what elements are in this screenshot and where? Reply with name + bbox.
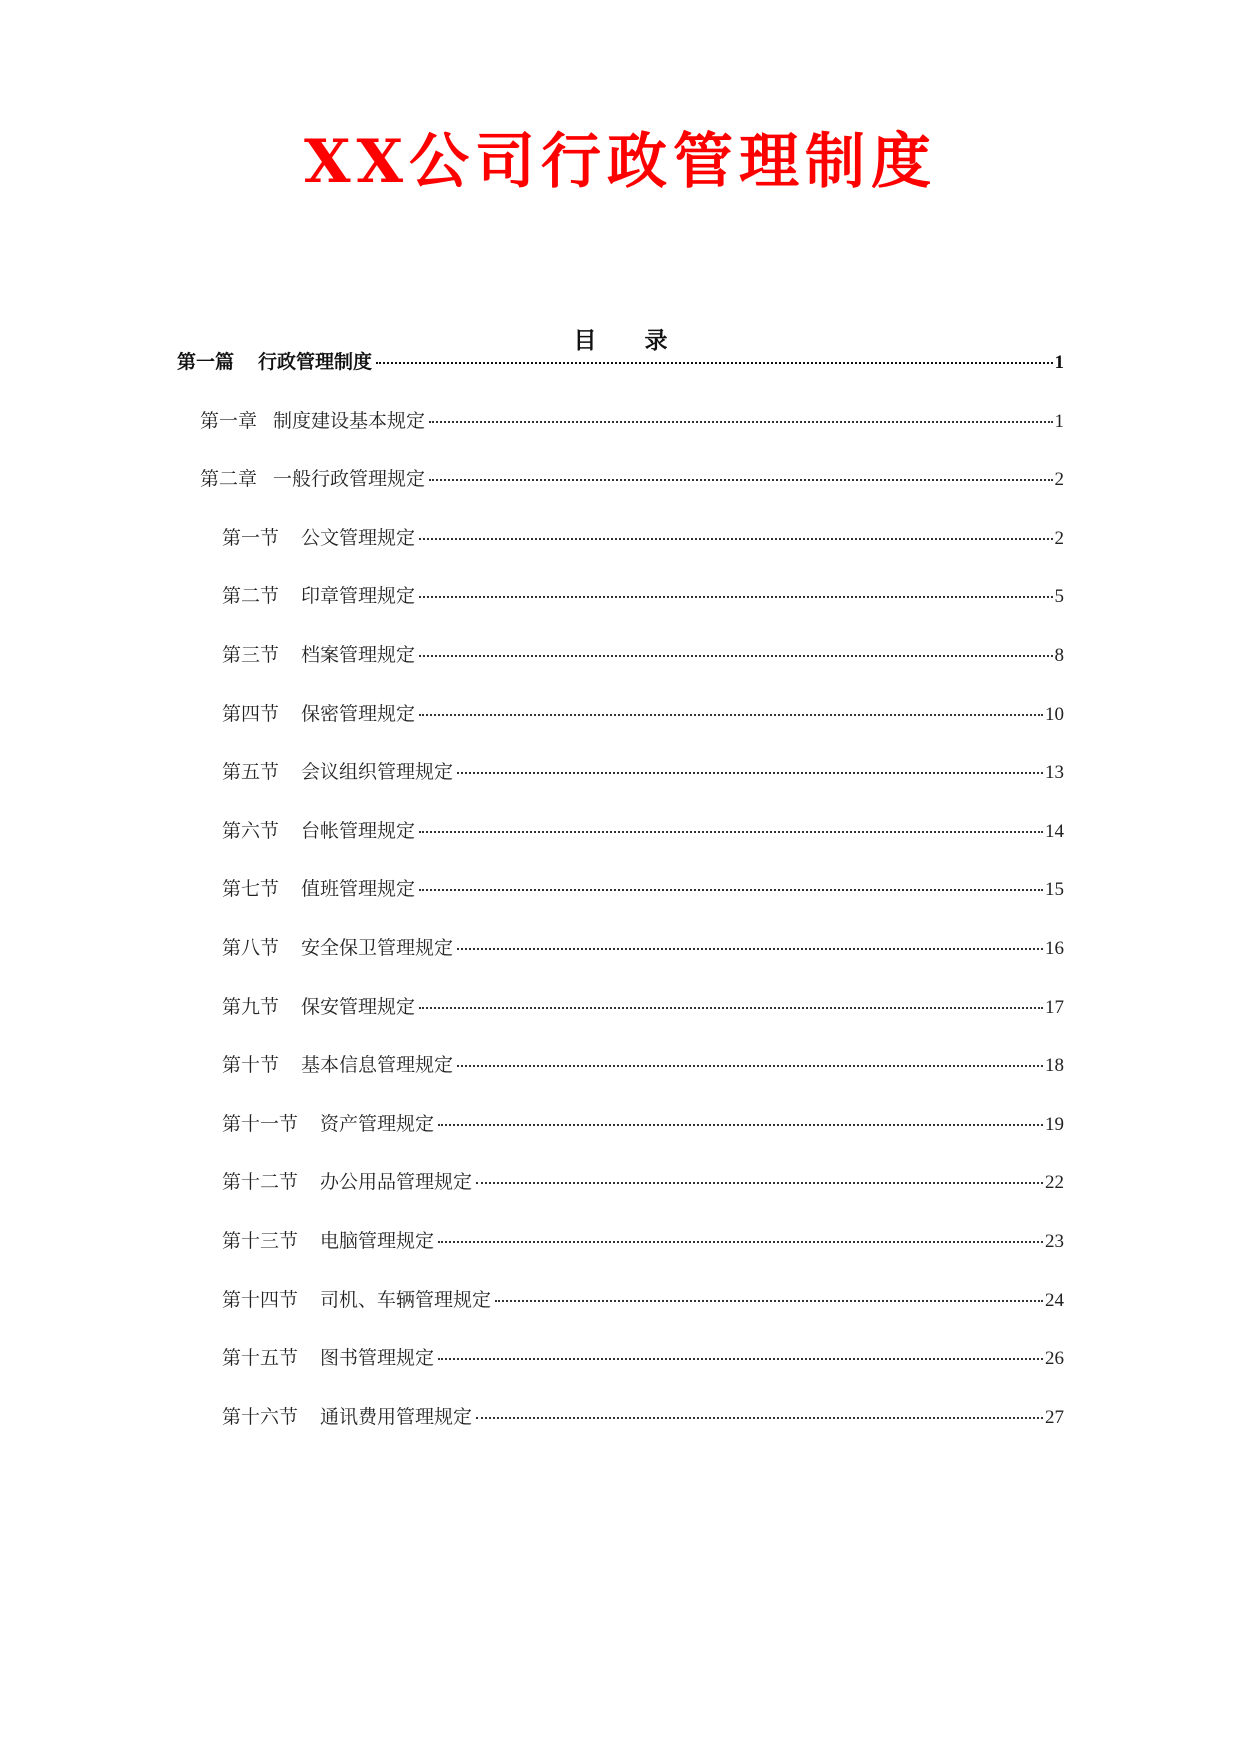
toc-entry[interactable] [177,349,1064,376]
toc-entry-label [177,349,372,375]
toc-entry-number: 第三节 [222,644,280,666]
toc-entry-title: 会议组织管理规定 [301,761,454,784]
toc-entry-title: 电脑管理规定 [320,1230,435,1252]
toc-entry-page-number: 13 [1045,762,1064,784]
toc-entry[interactable] [222,1052,1064,1079]
toc-entry-page-number: 27 [1045,1406,1064,1428]
toc-entry-number: 第一节 [222,526,280,549]
toc-entry-page-number: 26 [1045,1348,1064,1370]
toc-leader-dots [419,655,1052,657]
toc-entry-title: 基本信息管理规定 [301,1054,454,1077]
toc-entry-page-number: 5 [1054,586,1064,608]
toc-entry-number: 第二章 [200,468,258,491]
toc-entry[interactable] [222,818,1064,845]
toc-entry-label [222,876,415,902]
toc-leader-dots [457,772,1043,774]
toc-leader-dots [419,831,1043,833]
toc-entry-page-number: 16 [1045,938,1064,959]
toc-entry-page-number: 17 [1045,996,1064,1018]
toc-entry-number: 第二节 [222,585,280,608]
toc-heading-char-1: 目 [573,328,597,354]
toc-entry-label [222,1404,472,1430]
toc-entry-page-number: 1 [1054,352,1064,373]
toc-entry[interactable] [222,994,1064,1021]
toc-entry-title: 资产管理规定 [320,1112,435,1135]
toc-leader-dots [429,479,1052,481]
toc-entry-label [222,1345,434,1371]
toc-entry-title: 司机、车辆管理规定 [320,1288,492,1311]
toc-entry-number: 第十六节 [222,1405,299,1428]
toc-entry-label [222,1111,434,1137]
toc-entry-page-number: 22 [1045,1172,1064,1194]
toc-entry[interactable] [200,408,1064,435]
toc-entry-number: 第八节 [222,937,280,959]
toc-entry-number: 第四节 [222,702,280,725]
toc-leader-dots [419,538,1052,540]
toc-entry-number: 第七节 [222,878,280,901]
toc-entry-title: 一般行政管理规定 [273,468,426,491]
toc-entry-label [222,583,415,609]
toc-entry-number: 第六节 [222,819,280,842]
toc-entry-title: 办公用品管理规定 [320,1171,473,1194]
toc-entry-number: 第十五节 [222,1347,299,1370]
toc-entry-number: 第一章 [200,409,258,432]
toc-entry-label [222,701,415,727]
toc-entry-label [222,1228,434,1254]
toc-entry-label [222,1052,453,1078]
toc-entry[interactable] [222,525,1064,552]
toc-entry-label [222,1287,491,1313]
toc-entry[interactable] [222,759,1064,786]
toc-entry-title: 保密管理规定 [301,702,416,725]
toc-entry-number: 第五节 [222,761,280,784]
toc-leader-dots [457,948,1043,950]
toc-entry[interactable] [222,701,1064,728]
toc-leader-dots [495,1300,1043,1302]
toc-entry-page-number: 14 [1045,820,1064,842]
toc-entry-page-number: 23 [1045,1231,1064,1252]
toc-leader-dots [476,1417,1043,1419]
toc-entry-number: 第十二节 [222,1171,299,1194]
toc-entry-label [200,466,425,492]
toc-entry-label [222,759,453,785]
toc-entry-page-number: 19 [1045,1113,1064,1135]
toc-entry-number: 第十一节 [222,1112,299,1135]
toc-entry-label [222,642,415,668]
toc-entry-label [222,818,415,844]
document-title: XX公司行政管理制度 [303,127,938,197]
toc-entry-number: 第一篇 [177,351,235,373]
toc-entry-number: 第十三节 [222,1230,299,1252]
toc-entry-title: 制度建设基本规定 [273,409,426,432]
toc-leader-dots [429,421,1052,423]
toc-entry-label [222,525,415,551]
toc-leader-dots [438,1241,1043,1243]
toc-leader-dots [419,889,1043,891]
toc-entry-title: 公文管理规定 [301,526,416,549]
toc-entry-title: 保安管理规定 [301,995,416,1018]
toc-entry[interactable] [222,1287,1064,1314]
toc-entry-page-number: 24 [1045,1289,1064,1311]
toc-entry-page-number: 10 [1045,703,1064,725]
toc-entry-title: 值班管理规定 [301,878,416,901]
toc-leader-dots [457,1065,1043,1067]
toc-leader-dots [419,714,1043,716]
toc-entry-number: 第十四节 [222,1288,299,1311]
toc-leader-dots [476,1182,1043,1184]
toc-leader-dots [438,1358,1043,1360]
toc-entry-title: 行政管理制度 [258,351,373,373]
toc-heading-char-2: 录 [644,328,668,354]
toc-entry-number: 第十节 [222,1054,280,1077]
toc-entry[interactable] [222,876,1064,903]
toc-entry-page-number: 18 [1045,1055,1064,1077]
toc-leader-dots [376,362,1052,364]
toc-entry-title: 图书管理规定 [320,1347,435,1370]
toc-entry[interactable] [222,642,1064,669]
toc-entry[interactable] [222,1404,1064,1431]
toc-entry-page-number: 15 [1045,879,1064,901]
toc-entry-page-number: 8 [1054,645,1064,666]
toc-entry[interactable] [222,1111,1064,1138]
toc-leader-dots [419,596,1052,598]
toc-entry-number: 第九节 [222,995,280,1018]
toc-entry-title: 印章管理规定 [301,585,416,608]
toc-entry[interactable] [222,1345,1064,1372]
toc-entry-title: 通讯费用管理规定 [320,1405,473,1428]
toc-entry-title: 档案管理规定 [301,644,416,666]
toc-leader-dots [438,1124,1043,1126]
toc-entry[interactable] [222,1228,1064,1255]
toc-entry-title: 安全保卫管理规定 [301,937,454,959]
toc-leader-dots [419,1007,1043,1009]
toc-entry-label [222,994,415,1020]
toc-entry-page-number: 1 [1054,410,1064,432]
toc-entry-label [222,935,453,961]
toc-entry-title: 台帐管理规定 [301,819,416,842]
toc-entry-label [222,1169,472,1195]
toc-entry-page-number: 2 [1054,527,1064,549]
toc-entry[interactable] [222,583,1064,610]
toc-entry[interactable] [222,1169,1064,1196]
toc-entry-page-number: 2 [1054,469,1064,491]
toc-entry[interactable] [200,466,1064,493]
toc-entry[interactable] [222,935,1064,962]
toc-entry-label [200,408,425,434]
